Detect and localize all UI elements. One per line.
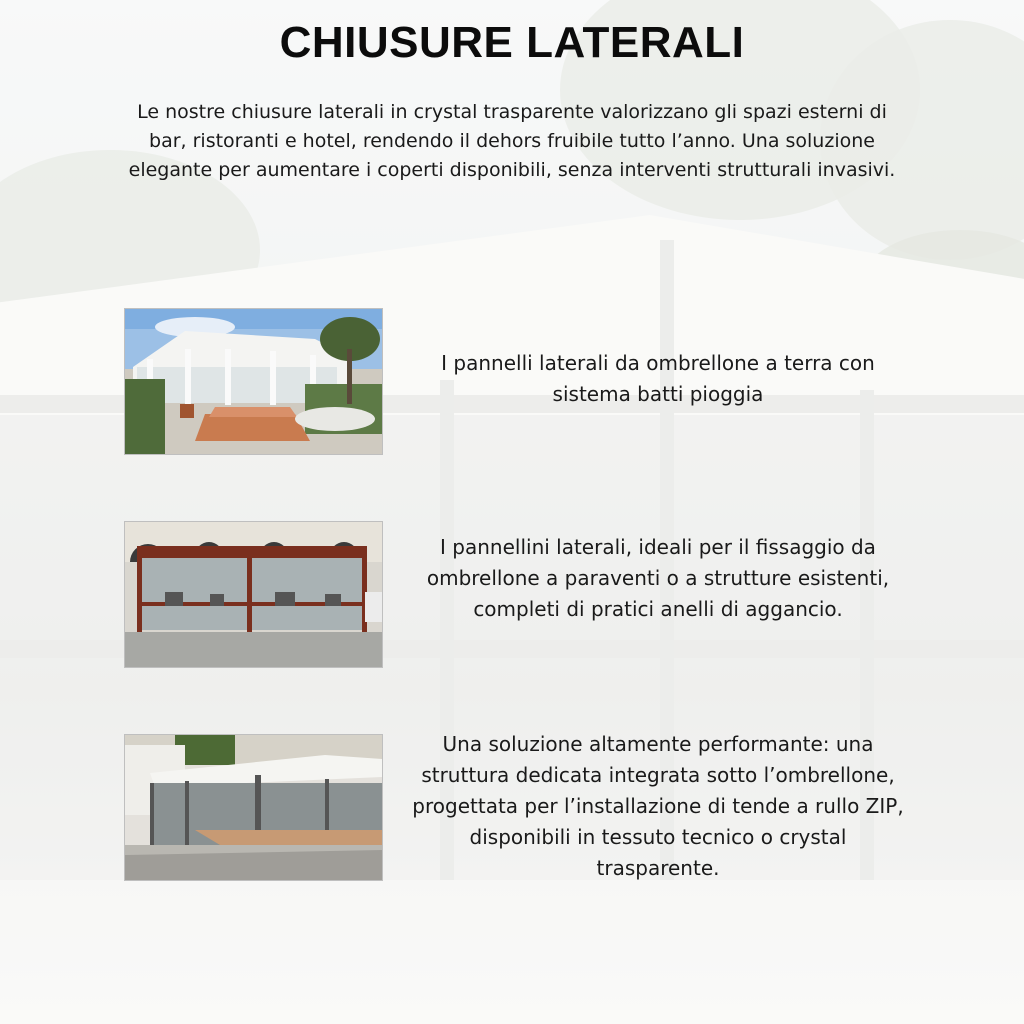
- intro-paragraph: Le nostre chiusure laterali in crystal trasparente valorizzano gli spazi esterni di bar, ristoranti e hotel, rendendo il dehors fruibile tutto l’anno. Una soluzione elegante per aumentare i coperti disponibili, senza interventi strutturali invasivi.: [128, 101, 896, 181]
- feature-image-tent-panels: [124, 308, 383, 455]
- feature-image-umbrella-panels: [124, 521, 383, 668]
- feature-text-3: Una soluzione altamente performante: una struttura dedicata integrata sotto l’ombrellone, progettata per l’installazione di tende a rullo ZIP, disponibili in tessuto tecnico o crystal trasparente.: [412, 732, 904, 880]
- feature-text-2: I pannellini laterali, ideali per il fissaggio da ombrellone a paraventi o a strutture esistenti, completi di pratici anelli di aggancio.: [426, 535, 890, 621]
- feature-text-1: I pannelli laterali da ombrellone a terra con sistema batti pioggia: [441, 351, 875, 406]
- page-title: CHIUSURE LATERALI: [279, 18, 745, 67]
- feature-image-zip-structure: [124, 734, 383, 881]
